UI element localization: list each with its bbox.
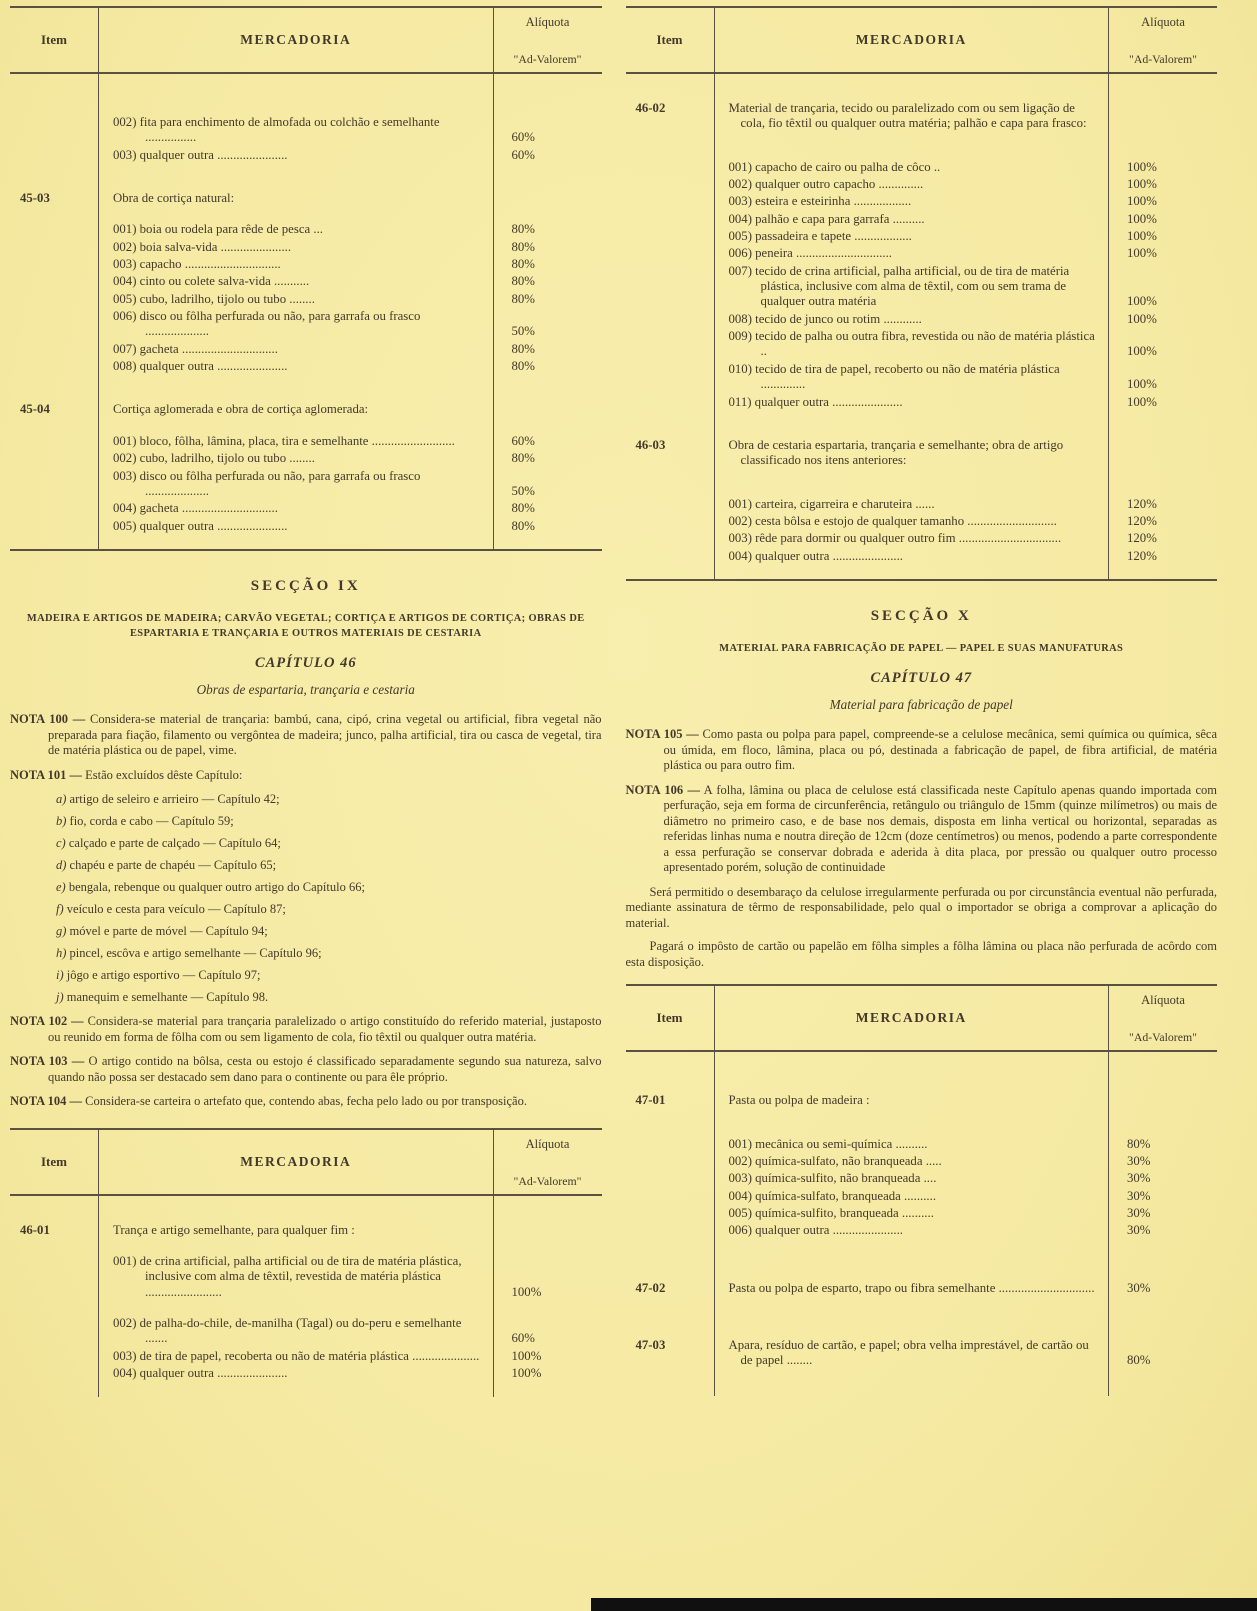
table-row — [10, 221, 602, 238]
table-spacer — [626, 411, 1218, 437]
row-rate: 60% — [511, 147, 535, 162]
row-text: 002) qualquer outro capacho .............. — [714, 176, 1110, 193]
table-row — [626, 530, 1218, 547]
group-title: Obra de cestaria espartaria, trançaria e semelhante; obra de artigo classificado nos itens anteriores: — [714, 437, 1110, 470]
col-header-item: Item — [656, 32, 683, 48]
aliquota-label: Alíquota — [1141, 993, 1185, 1008]
row-rate — [1109, 468, 1217, 470]
row-rate: 30% — [1127, 1188, 1151, 1203]
table-row — [626, 513, 1218, 530]
row-text: 003) qualquer outra ...................... — [98, 147, 494, 164]
table-spacer — [626, 1110, 1218, 1136]
table-row — [10, 291, 602, 308]
row-rate: 100% — [511, 1348, 542, 1363]
table-spacer — [626, 470, 1218, 496]
table-spacer — [626, 74, 1218, 100]
nota-text: O artigo contido na bôlsa, cesta ou estojo é classificado separadamente segundo sua natureza, salvo quando não possa ser destacado sem dano para o continente ou para êle próprio. — [48, 1054, 602, 1084]
row-text: 001) carteira, cigarreira e charuteira ...... — [714, 496, 1110, 513]
nota-list-item: b) fio, corda e cabo — Capítulo 59; — [56, 814, 234, 829]
row-rate: 60% — [511, 433, 535, 448]
table-row — [10, 1348, 602, 1365]
row-text: 001) boia ou rodela para rêde de pesca ... — [98, 221, 494, 238]
nota-list-item: e) bengala, rebenque ou qualquer outro artigo do Capítulo 66; — [56, 880, 365, 895]
row-text: 005) química-sulfito, branqueada .......... — [714, 1205, 1110, 1222]
row-rate: 80% — [511, 501, 535, 516]
row-rate: 80% — [511, 239, 535, 254]
row-rate: 100% — [1127, 294, 1157, 309]
chapter-title: CAPÍTULO 47 — [870, 669, 973, 686]
table-row — [10, 1365, 602, 1382]
table-group-row — [626, 1337, 1218, 1370]
chapter-subtitle: Obras de espartaria, trançaria e cestaria — [196, 682, 415, 698]
row-rate: 50% — [511, 324, 535, 339]
row-text: 009) tecido de palha ou outra fibra, revestida ou não de matéria plástica .. — [714, 328, 1110, 361]
table-row — [626, 263, 1218, 311]
row-rate — [1109, 131, 1217, 133]
table-row — [626, 311, 1218, 328]
row-text: 004) palhão e capa para garrafa .......... — [714, 211, 1110, 228]
item-code: 46-02 — [635, 101, 666, 115]
table-row — [626, 176, 1218, 193]
col-header-item: Item — [41, 1153, 67, 1169]
row-rate: 100% — [1127, 194, 1157, 209]
table-row — [626, 1188, 1218, 1205]
row-rate: 80% — [511, 359, 535, 374]
row-text: 004) química-sulfato, branqueada .......... — [714, 1188, 1110, 1205]
nota-text: Como pasta ou polpa para papel, compreende-se a celulose mecânica, semi química ou química, sêca ou úmida, em floco, lâmina, placa ou pó, destinada a fabricação de papel, de fibra artificial, de matéria plástica ou para outro fim. — [663, 727, 1218, 773]
row-rate — [494, 205, 602, 207]
table-header — [10, 8, 602, 74]
group-title: Pasta ou polpa de madeira : — [714, 1092, 1110, 1109]
row-rate: 80% — [511, 274, 535, 289]
row-rate: 120% — [1127, 531, 1157, 546]
row-rate: 80% — [1127, 1136, 1151, 1151]
item-code: 47-01 — [635, 1093, 666, 1108]
item-code: 47-03 — [635, 1337, 666, 1352]
nota-list-item: j) manequim e semelhante — Capítulo 98. — [56, 990, 269, 1005]
table-row — [10, 433, 602, 450]
table-row — [10, 1315, 602, 1348]
tariff-table-45 — [10, 6, 602, 551]
col-header-item: Item — [656, 1010, 683, 1026]
row-rate: 30% — [1127, 1171, 1151, 1186]
aliquota-label: Alíquota — [525, 1136, 570, 1151]
row-text: 005) qualquer outra ...................... — [98, 518, 494, 535]
table-spacer — [10, 1383, 602, 1397]
table-row — [626, 1222, 1218, 1239]
nota-label: NOTA 101 — — [10, 767, 82, 782]
row-rate: 80% — [511, 451, 535, 466]
table-row — [626, 228, 1218, 245]
table-row — [626, 211, 1218, 228]
row-rate: 80% — [511, 291, 535, 306]
group-title: Apara, resíduo de cartão, e papel; obra velha imprestável, de cartão ou de papel ........ — [714, 1337, 1110, 1370]
row-text: 004) qualquer outra ...................... — [98, 1365, 494, 1382]
col-header-aliquota — [1109, 986, 1217, 1050]
table-header — [626, 986, 1218, 1052]
nota-list-item: f) veículo e cesta para veículo — Capítulo 87; — [56, 902, 286, 917]
table-row — [626, 245, 1218, 262]
nota-text: Estão excluídos dêste Capítulo: — [85, 767, 243, 782]
col-header-aliquota — [1109, 8, 1217, 72]
item-code: 46-01 — [20, 1222, 50, 1237]
advalorem-label: "Ad-Valorem" — [513, 51, 582, 66]
row-text: 004) qualquer outra ...................... — [714, 548, 1110, 565]
row-text: 003) rêde para dormir ou qualquer outro fim ................................ — [714, 530, 1110, 547]
table-group-row — [10, 401, 602, 418]
advalorem-label: "Ad-Valorem" — [513, 1173, 582, 1188]
nota-label: NOTA 105 — — [625, 727, 699, 742]
table-spacer — [10, 535, 602, 549]
table-row — [626, 548, 1218, 565]
tariff-table-46-01 — [10, 1128, 602, 1397]
row-rate: 80% — [1127, 1353, 1151, 1368]
nota-list-item: g) móvel e parte de móvel — Capítulo 94; — [56, 924, 268, 939]
row-text: 002) química-sulfato, não branqueada ..... — [714, 1153, 1110, 1170]
row-rate: 100% — [1127, 246, 1157, 261]
nota-list-item: c) calçado e parte de calçado — Capítulo 64; — [56, 836, 281, 851]
table-spacer — [626, 565, 1218, 579]
row-rate: 100% — [511, 1284, 542, 1299]
row-text: 011) qualquer outra ...................... — [714, 394, 1110, 411]
chapter-title: CAPÍTULO 46 — [254, 655, 357, 672]
section-caption: MATERIAL PARA FABRICAÇÃO DE PAPEL — PAPEL E SUAS MANUFATURAS — [719, 642, 1124, 654]
row-rate: 120% — [1127, 513, 1157, 528]
table-header — [10, 1130, 602, 1196]
item-code: 46-03 — [635, 437, 666, 452]
table-row — [10, 450, 602, 467]
nota-text: Considera-se material para trançaria paralelizado o artigo constituído do referido material, justaposto ou reunido em forma de fôlha com ou sem ligamento de cola, fio têxtil ou qualquer outra matéria. — [48, 1014, 602, 1044]
nota-102 — [10, 1014, 602, 1045]
table-spacer — [626, 1297, 1218, 1337]
col-header-mercadoria: MERCADORIA — [98, 1130, 494, 1194]
nota-label: NOTA 103 — — [10, 1054, 85, 1069]
nota-label: NOTA 104 — — [10, 1094, 82, 1109]
col-header-mercadoria: MERCADORIA — [714, 8, 1110, 72]
table-row — [626, 1170, 1218, 1187]
nota-105 — [626, 727, 1218, 774]
table-row — [10, 256, 602, 273]
col-header-aliquota — [494, 8, 602, 72]
row-text: 002) boia salva-vida ...................... — [98, 239, 494, 256]
row-text: 003) capacho .............................. — [98, 256, 494, 273]
nota-label: NOTA 106 — — [625, 782, 700, 797]
table-spacer — [626, 133, 1218, 159]
table-row — [10, 308, 602, 341]
group-title: Pasta ou polpa de esparto, trapo ou fibra semelhante .............................. — [714, 1280, 1110, 1297]
group-title: Material de trançaria, tecido ou paralelizado com ou sem ligação de cola, fio têxtil ou qualquer outra matéria; palhão e capa para frasco: — [714, 100, 1110, 133]
col-header-item: Item — [41, 32, 67, 48]
row-text: 007) tecido de crina artificial, palha artificial, ou de tira de matéria plástica, inclusive com alma de têxtil, com ou sem trama de qualquer outra matéria — [714, 263, 1110, 311]
table-group-row — [626, 100, 1218, 133]
table-header — [626, 8, 1218, 74]
table-spacer — [10, 164, 602, 190]
item-code — [10, 147, 98, 149]
row-rate — [494, 417, 602, 419]
table-group-row — [626, 1092, 1218, 1109]
table-spacer — [10, 1301, 602, 1315]
row-text: 002) de palha-do-chile, de-manilha (Tagal) ou do-peru e semelhante ....... — [98, 1315, 494, 1348]
row-text: 008) tecido de junco ou rotim ............ — [714, 311, 1110, 328]
row-text: 006) qualquer outra ...................... — [714, 1222, 1110, 1239]
table-spacer — [626, 1370, 1218, 1396]
item-code: 45-03 — [20, 191, 50, 206]
col-header-aliquota — [494, 1130, 602, 1194]
table-spacer — [626, 1240, 1218, 1280]
row-rate — [494, 1237, 602, 1239]
nota-101 — [10, 768, 602, 784]
row-text: 010) tecido de tira de papel, recoberto ou não de matéria plástica .............. — [714, 361, 1110, 394]
row-rate: 100% — [1127, 177, 1157, 192]
item-code: 45-04 — [20, 402, 50, 417]
table-row — [626, 1153, 1218, 1170]
tariff-table-47 — [626, 984, 1218, 1395]
row-rate: 100% — [1127, 229, 1157, 244]
nota-list-item: i) jôgo e artigo esportivo — Capítulo 97; — [56, 968, 261, 983]
row-rate: 30% — [1127, 1205, 1151, 1220]
row-text: 003) química-sulfito, não branqueada .... — [714, 1170, 1110, 1187]
table-spacer — [10, 74, 602, 114]
nota-list-item: d) chapéu e parte de chapéu — Capítulo 65; — [56, 858, 277, 873]
table-row — [10, 273, 602, 290]
table-spacer — [10, 375, 602, 401]
nota-100 — [10, 712, 602, 759]
row-text: 004) cinto ou colete salva-vida ........... — [98, 273, 494, 290]
section-caption: MADEIRA E ARTIGOS DE MADEIRA; CARVÃO VEGETAL; CORTIÇA E ARTIGOS DE CORTIÇA; OBRAS DE ESPARTARIA E TRANÇARIA E OUTROS MATERIAIS DE CESTARIA — [26, 612, 585, 639]
scan-edge-bar — [591, 1598, 1257, 1611]
row-text: 006) disco ou fôlha perfurada ou não, para garrafa ou frasco .................... — [98, 308, 494, 341]
row-rate — [1109, 1108, 1217, 1110]
table-row — [10, 239, 602, 256]
row-rate: 120% — [1127, 496, 1157, 511]
row-rate: 100% — [1127, 159, 1157, 174]
row-rate: 60% — [511, 130, 535, 145]
row-rate: 100% — [1127, 377, 1157, 392]
row-text: 003) disco ou fôlha perfurada ou não, para garrafa ou frasco .................... — [98, 468, 494, 501]
row-text: 002) cubo, ladrilho, tijolo ou tubo ........ — [98, 450, 494, 467]
table-group-row — [10, 1222, 602, 1239]
nota-text: Considera-se carteira o artefato que, contendo abas, fecha pelo lado ou por transposição. — [85, 1094, 527, 1109]
nota-list-item: a) artigo de seleiro e arrieiro — Capítulo 42; — [56, 792, 280, 807]
table-row — [10, 147, 602, 164]
row-text: 007) gacheta .............................. — [98, 341, 494, 358]
advalorem-label: "Ad-Valorem" — [1129, 51, 1197, 66]
nota-106-paragraph: Será permitido o desembaraço da celulose irregularmente perfurada ou por circunstância eventual não perfurada, mediante assinatura de têrmo de responsabilidade, pelo qual o importador se obriga a comprovar a aplicação do material. — [625, 884, 1217, 930]
row-text: 001) de crina artificial, palha artificial ou de tira de matéria plástica, inclusive com alma de têxtil, revestida de matéria plástica ........................ — [98, 1253, 494, 1301]
table-spacer — [10, 207, 602, 221]
table-group-row — [10, 190, 602, 207]
row-rate: 30% — [1127, 1280, 1151, 1295]
nota-106 — [626, 783, 1218, 876]
advalorem-label: "Ad-Valorem" — [1129, 1030, 1197, 1045]
row-text: 005) passadeira e tapete .................. — [714, 228, 1110, 245]
row-rate: 100% — [511, 1366, 542, 1381]
row-text: 004) gacheta .............................. — [98, 500, 494, 517]
table-group-row — [626, 437, 1218, 470]
item-code — [10, 114, 98, 116]
col-header-mercadoria: MERCADORIA — [98, 8, 494, 72]
section-title: SECÇÃO X — [870, 607, 972, 624]
table-row — [10, 114, 602, 147]
table-row — [10, 468, 602, 501]
row-rate: 100% — [1127, 311, 1157, 326]
table-row — [10, 518, 602, 535]
table-row — [626, 496, 1218, 513]
table-row — [626, 394, 1218, 411]
row-text: 002) cesta bôlsa e estojo de qualquer tamanho ............................ — [714, 513, 1110, 530]
row-rate: 30% — [1127, 1153, 1151, 1168]
table-row — [626, 328, 1218, 361]
table-row — [10, 358, 602, 375]
section-title: SECÇÃO IX — [250, 577, 361, 594]
group-title: Trança e artigo semelhante, para qualquer fim : — [98, 1222, 494, 1239]
row-text: 001) mecânica ou semi-química .......... — [714, 1136, 1110, 1153]
row-rate: 30% — [1127, 1223, 1151, 1238]
table-row — [626, 1136, 1218, 1153]
nota-text: A folha, lâmina ou placa de celulose está classificada neste Capítulo apenas quando importada com perfuração, seja em forma de circunferência, retângulo ou triângulo de 15mm (quinze milímetros) ou mais de diâmetro no primeiro caso, e de base nos demais, disposta em linha vertical ou horizontal, separadas as referidas linhas numa e noutra direção de 12cm (doze centímetros) ou menos, podendo a parte correspondente a essa perfuração se conservar dobrada e aderida à dita placa, por pressão ou qualquer outro processo apresentado porém, solução de continuidade — [663, 782, 1218, 875]
row-rate: 100% — [1127, 394, 1157, 409]
nota-label: NOTA 100 — — [10, 712, 86, 727]
row-text: 003) esteira e esteirinha .................. — [714, 193, 1110, 210]
left-column — [10, 6, 602, 1397]
row-rate: 100% — [1127, 344, 1157, 359]
table-row — [10, 500, 602, 517]
table-row — [626, 193, 1218, 210]
nota-104 — [10, 1094, 602, 1110]
table-row — [10, 1253, 602, 1301]
nota-103 — [10, 1054, 602, 1085]
table-row — [10, 341, 602, 358]
chapter-subtitle: Material para fabricação de papel — [829, 697, 1013, 713]
right-column — [626, 6, 1218, 1397]
table-group-row — [626, 1280, 1218, 1297]
tariff-table-46-02 — [626, 6, 1218, 581]
table-spacer — [626, 1052, 1218, 1092]
nota-list-item: h) pincel, escôva e artigo semelhante — Capítulo 96; — [56, 946, 322, 961]
row-text: 001) bloco, fôlha, lâmina, placa, tira e semelhante .......................... — [98, 433, 494, 450]
table-spacer — [10, 1196, 602, 1222]
row-rate: 60% — [511, 1331, 535, 1346]
aliquota-label: Alíquota — [1141, 15, 1185, 29]
nota-106-paragraph: Pagará o impôsto de cartão ou papelão em fôlha simples a fôlha lâmina ou placa não perfurada de acôrdo com esta disposição. — [625, 939, 1217, 969]
nota-label: NOTA 102 — — [10, 1014, 84, 1029]
row-rate: 80% — [511, 222, 535, 237]
row-text: 002) fita para enchimento de almofada ou colchão e semelhante ................ — [98, 114, 494, 147]
page-columns — [10, 6, 1217, 1397]
table-row — [626, 1205, 1218, 1222]
row-rate: 120% — [1127, 548, 1157, 563]
row-rate: 50% — [511, 483, 535, 498]
row-text: 006) peneira .............................. — [714, 245, 1110, 262]
row-rate: 80% — [511, 341, 535, 356]
table-spacer — [10, 419, 602, 433]
row-rate: 100% — [1127, 211, 1157, 226]
group-title: Obra de cortiça natural: — [98, 190, 494, 207]
table-row — [626, 159, 1218, 176]
aliquota-label: Alíquota — [525, 15, 570, 29]
row-text: 003) de tira de papel, recoberta ou não de matéria plástica ..................... — [98, 1348, 494, 1365]
col-header-mercadoria: MERCADORIA — [714, 986, 1110, 1050]
row-rate: 80% — [511, 518, 535, 533]
row-text: 001) capacho de cairo ou palha de côco .. — [714, 159, 1110, 176]
row-text: 008) qualquer outra ...................... — [98, 358, 494, 375]
item-code: 47-02 — [635, 1280, 666, 1295]
row-rate: 80% — [511, 257, 535, 272]
table-row — [626, 361, 1218, 394]
row-text: 005) cubo, ladrilho, tijolo ou tubo ........ — [98, 291, 494, 308]
group-title: Cortiça aglomerada e obra de cortiça aglomerada: — [98, 401, 494, 418]
nota-text: Considera-se material de trançaria: bambú, cana, cipó, crina vegetal ou artificial, fibra vegetal não preparada para fiação, filamento ou vergôntea de madeira; junco, palha artificial, tira ou casca de vegetal, tira de matéria plástica ou de papel, vime. — [48, 712, 602, 758]
table-spacer — [10, 1239, 602, 1253]
